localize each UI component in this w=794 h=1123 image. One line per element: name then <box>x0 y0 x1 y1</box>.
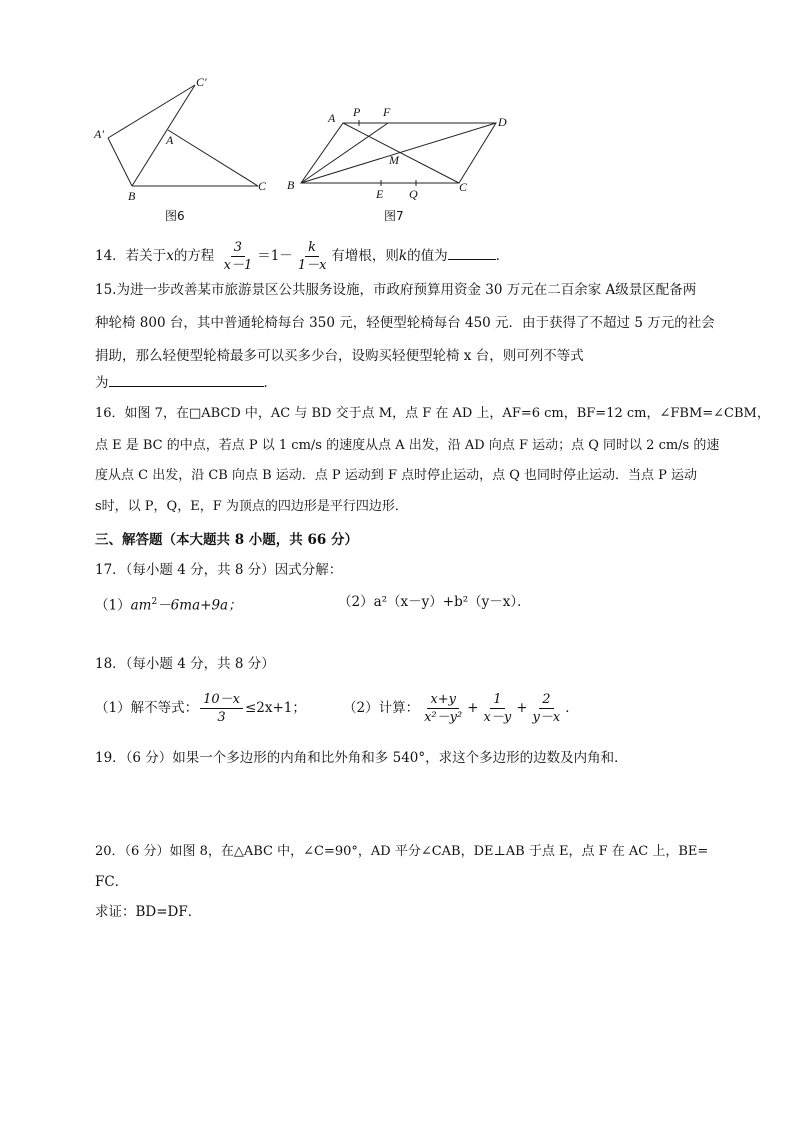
q18-part-1 <box>95 688 306 728</box>
q18-p1-label: （1）解不等式： <box>95 700 199 716</box>
q14-answer-blank[interactable] <box>448 245 496 260</box>
q18-p1-rest: ≤2x+1； <box>244 700 306 716</box>
q14-fraction-2 <box>295 239 330 274</box>
q18-p2-fraction-2 <box>481 691 515 726</box>
label-q: Q <box>409 187 418 201</box>
q17-p1-expr-b: －6ma+9a； <box>157 597 242 614</box>
q14-prefix: 14．若关于 <box>95 248 167 264</box>
q17-p1-expr-a: am <box>130 597 152 614</box>
fraction-numerator: 2 <box>539 691 553 709</box>
q17-p1-label: （1） <box>95 597 131 614</box>
q17-part-2 <box>338 592 531 612</box>
label-c-prime: C' <box>196 75 207 89</box>
label-a-prime: A' <box>94 127 104 141</box>
q17-part-1 <box>95 592 242 616</box>
figure-6-caption: 图6 <box>165 209 185 223</box>
q16-line-4: s时，以 P，Q，E，F 为顶点的四边形是平行四边形． <box>95 499 408 514</box>
figure-7-caption: 图7 <box>384 209 404 223</box>
label-p: P <box>353 105 361 119</box>
fraction-denominator: x－1 <box>223 258 253 273</box>
q17-p2-expr: a²（x－y）+b²（y－x）． <box>373 594 531 610</box>
fraction-denominator: 1－x <box>297 258 327 273</box>
fraction-numerator: 3 <box>231 239 245 257</box>
figure-7 <box>284 98 514 228</box>
label-f: F <box>383 105 391 119</box>
fraction-denominator: y－x <box>532 710 561 725</box>
q20-line-2: FC． <box>95 874 129 890</box>
label-a: A <box>166 133 174 147</box>
q14-var-k: k <box>398 248 408 264</box>
q18-p2-fraction-1 <box>421 691 465 726</box>
q20-line-3: 求证：BD=DF． <box>95 904 202 920</box>
q14-equals: ＝1－ <box>257 248 293 264</box>
q14-fraction-1 <box>221 239 256 274</box>
q16-line-1: 16．如图 7，在□ABCD 中，AC 与 BD 交于点 M，点 F 在 AD 上，AF=6 cm，BF=12 cm，∠FBM=∠CBM， <box>95 406 770 421</box>
q18-part-2 <box>343 688 579 728</box>
q17-title: 17．（每小题 4 分，共 8 分）因式分解： <box>95 562 343 578</box>
plus-sign: + <box>467 700 479 716</box>
label-c: C <box>258 179 267 193</box>
question-19: 19．（6 分）如果一个多边形的内角和比外角和多 540°，求这个多边形的边数及内角和． <box>95 750 628 766</box>
q14-var-x: x <box>166 248 174 264</box>
label-c: C <box>459 180 468 194</box>
fraction-denominator: x²－y² <box>424 710 463 725</box>
label-e: E <box>376 187 384 201</box>
fraction-numerator: 1 <box>490 691 504 709</box>
label-b: B <box>128 189 136 203</box>
question-14 <box>95 236 509 276</box>
q14-mid: 的方程 <box>173 248 215 264</box>
q14-suffix-1: 有增根，则 <box>331 248 399 264</box>
figure-6 <box>90 70 290 230</box>
q16-line-3: 度从点 C 出发，沿 CB 向点 B 运动．点 P 运动到 F 点时停止运动，点 Q 也同时停止运动．当点 P 运动 <box>95 468 698 483</box>
q18-title: 18．（每小题 4 分，共 8 分） <box>95 656 275 672</box>
label-a: A <box>328 111 336 125</box>
q17-p2-label: （2） <box>338 594 374 610</box>
q15-line-1: 15.为进一步改善某市旅游景区公共服务设施，市政府预算用资金 30 万元在二百余家 A级景区配备两 <box>95 282 697 298</box>
label-m: M <box>389 153 399 167</box>
q15-line-3: 捐助，那么轻便型轮椅最多可以买多少台，设购买轻便型轮椅 x 台，则可列不等式 <box>95 348 584 364</box>
q15-line4-prefix: 为 <box>95 375 109 391</box>
fraction-numerator: k <box>305 239 319 257</box>
q14-suffix-2: 的值为 <box>407 248 448 264</box>
q14-end: ． <box>495 248 510 264</box>
q15-line-2: 种轮椅 800 台，其中普通轮椅每台 350 元，轻便型轮椅每台 450 元．由于获得了不超过 5 万元的社会 <box>95 315 715 331</box>
fraction-numerator: 10－x <box>200 691 243 709</box>
q15-answer-blank[interactable] <box>109 372 264 387</box>
q18-p1-fraction <box>200 691 243 726</box>
label-b: B <box>287 178 295 192</box>
fraction-denominator: 3 <box>217 710 226 725</box>
q20-line-1: 20．（6 分）如图 8，在△ABC 中，∠C=90°，AD 平分∠CAB，DE⊥AB 于点 E，点 F 在 AC 上，BE= <box>95 844 709 859</box>
q18-p2-label: （2）计算： <box>343 700 420 716</box>
section-3-title: 三、解答题（本大题共 8 小题，共 66 分） <box>95 532 358 548</box>
plus-sign: + <box>516 700 528 716</box>
q15-line-4 <box>95 372 277 393</box>
q18-p2-end: ． <box>565 700 579 716</box>
superscript-2: 2 <box>151 597 158 607</box>
q15-line4-end: ． <box>263 375 277 391</box>
fraction-denominator: x－y <box>483 710 512 725</box>
q16-line-2: 点 E 是 BC 的中点，若点 P 以 1 cm/s 的速度从点 A 出发，沿 AD 向点 F 运动；点 Q 同时以 2 cm/s 的速 <box>95 438 720 453</box>
fraction-numerator: x+y <box>427 691 459 709</box>
q18-p2-fraction-3 <box>530 691 564 726</box>
label-d: D <box>498 115 507 129</box>
